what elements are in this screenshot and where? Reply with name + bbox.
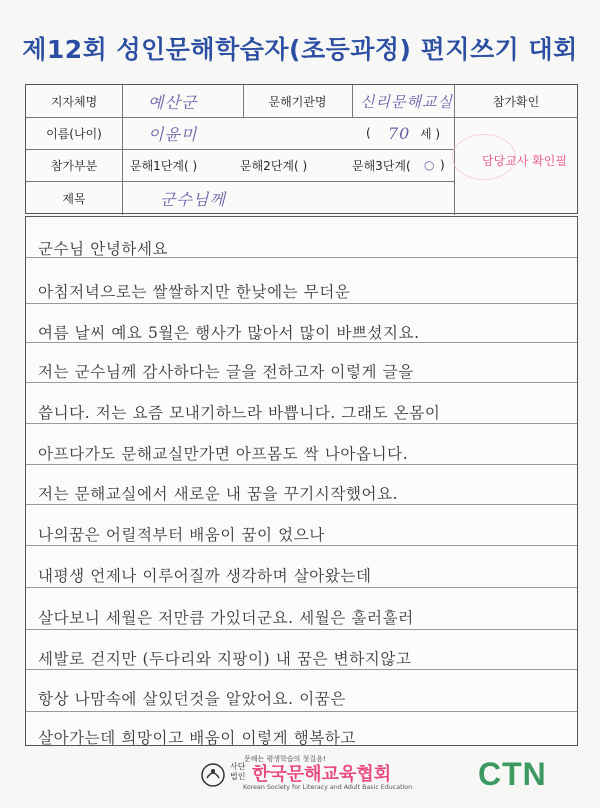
letter-line: 내평생 언제나 이루어질까 생각하며 살아왔는데 bbox=[38, 567, 372, 585]
category-label: 참가부분 bbox=[50, 158, 98, 173]
level3-mark: ○ bbox=[424, 158, 436, 172]
letter-line: 살다보니 세월은 저만큼 가있더군요. 세월은 훌러훌러 bbox=[38, 609, 414, 627]
letter-line: 씁니다. 저는 요즘 모내기하느라 바쁩니다. 그래도 온몸이 bbox=[38, 404, 441, 422]
confirm-label: 참가확인 bbox=[492, 94, 540, 109]
subject-label: 제목 bbox=[62, 191, 86, 206]
brand-logo: CTN bbox=[478, 756, 547, 792]
letter-line: 살아가는데 희망이고 배움이 이렇게 행복하고 bbox=[38, 729, 356, 747]
letter-line: 항상 나맘속에 살있던것을 알았어요. 이꿈은 bbox=[38, 690, 346, 708]
level2-option: 문해2단계( ) bbox=[240, 158, 308, 173]
org-english-name: Korean Society for Literacy and Adult Basic Education bbox=[243, 784, 413, 791]
letter-line: 여름 날씨 예요 5월은 행사가 많아서 많이 바쁘셨지요. bbox=[38, 324, 420, 342]
letter-line: 아침저녁으로는 쌀쌀하지만 한낮에는 무더운 bbox=[38, 283, 351, 301]
org-type: 사단 법인 bbox=[230, 762, 246, 781]
letter-line: 군수님 안녕하세요 bbox=[38, 240, 169, 258]
page-title: 제12회 성인문해학습자(초등과정) 편지쓰기 대회 bbox=[22, 35, 578, 64]
level1-option: 문해1단계( ) bbox=[130, 158, 198, 173]
level3-option: 문해3단계( bbox=[352, 158, 411, 173]
org-logo-icon bbox=[200, 762, 226, 788]
name-label: 이름(나이) bbox=[46, 126, 102, 141]
letter-line: 세발로 걷지만 (두다리와 지팡이) 내 꿈은 변하지않고 bbox=[38, 650, 412, 668]
region-label: 지자체명 bbox=[50, 94, 98, 109]
age-value: 70 bbox=[388, 123, 411, 143]
letter-line: 나의꿈은 어릴적부터 배움이 꿈이 었으나 bbox=[38, 526, 325, 544]
letter-body bbox=[25, 216, 578, 746]
age-open: ( bbox=[366, 126, 371, 140]
footer-slogan: 문해는 평생학습의 첫걸음! bbox=[244, 755, 326, 763]
letter-line: 저는 문해교실에서 새로운 내 꿈을 꾸기시작했어요. bbox=[38, 485, 399, 503]
letter-line: 저는 군수님께 감사하다는 글을 전하고자 이렇게 글을 bbox=[38, 363, 414, 381]
level3-close: ) bbox=[440, 158, 445, 172]
age-unit: 세 ) bbox=[420, 126, 441, 141]
region-value: 예산군 bbox=[148, 92, 198, 112]
teacher-confirmation: 담당교사 확인필 bbox=[482, 154, 567, 168]
institution-value: 신리문해교실 bbox=[360, 92, 453, 111]
institution-label: 문해기관명 bbox=[268, 94, 327, 109]
org-name: 한국문해교육협회 bbox=[252, 764, 392, 785]
letter-line: 아프다가도 문해교실만가면 아프몸도 싹 나아옵니다. bbox=[38, 445, 409, 463]
subject-value: 군수님께 bbox=[160, 189, 226, 209]
name-value: 이윤미 bbox=[148, 124, 198, 144]
